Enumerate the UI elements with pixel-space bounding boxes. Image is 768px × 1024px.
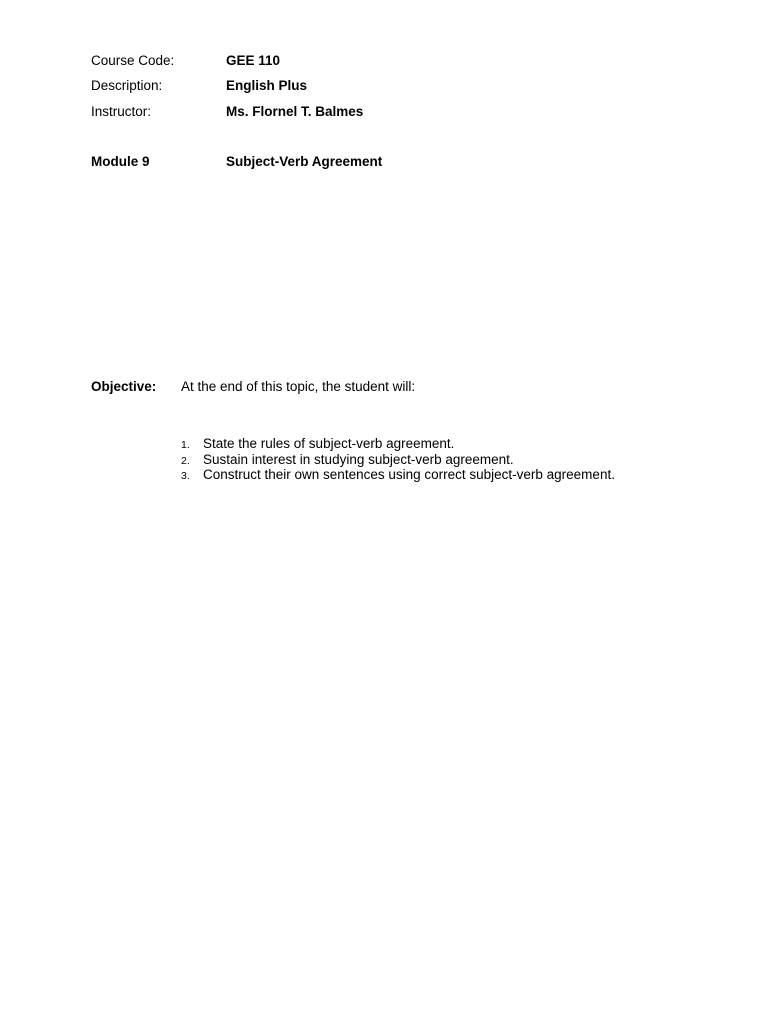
description-label: Description: [91, 78, 163, 93]
course-code-label: Course Code: [91, 53, 175, 68]
objective-label: Objective: [91, 379, 157, 394]
course-code-value: GEE 110 [226, 53, 281, 68]
objective-item-number: 2. [181, 454, 190, 467]
instructor-value: Ms. Flornel T. Balmes [226, 104, 364, 119]
objective-item [181, 467, 615, 483]
objective-item-text: State the rules of subject-verb agreement. [203, 436, 455, 451]
module-title: Subject-Verb Agreement [226, 154, 383, 169]
description-value: English Plus [226, 78, 308, 93]
objective-intro: At the end of this topic, the student will: [181, 379, 416, 394]
objective-list [181, 436, 615, 483]
objective-item-number: 3. [181, 470, 190, 482]
objective-item-number: 1. [181, 439, 190, 451]
objective-item [181, 436, 615, 452]
objective-item-text: Construct their own sentences using correct subject-verb agreement. [203, 467, 615, 482]
module-label: Module 9 [91, 154, 150, 169]
objective-item-text: Sustain interest in studying subject-verb agreement. [203, 451, 514, 467]
instructor-label: Instructor: [91, 104, 152, 119]
objective-item [181, 452, 615, 468]
